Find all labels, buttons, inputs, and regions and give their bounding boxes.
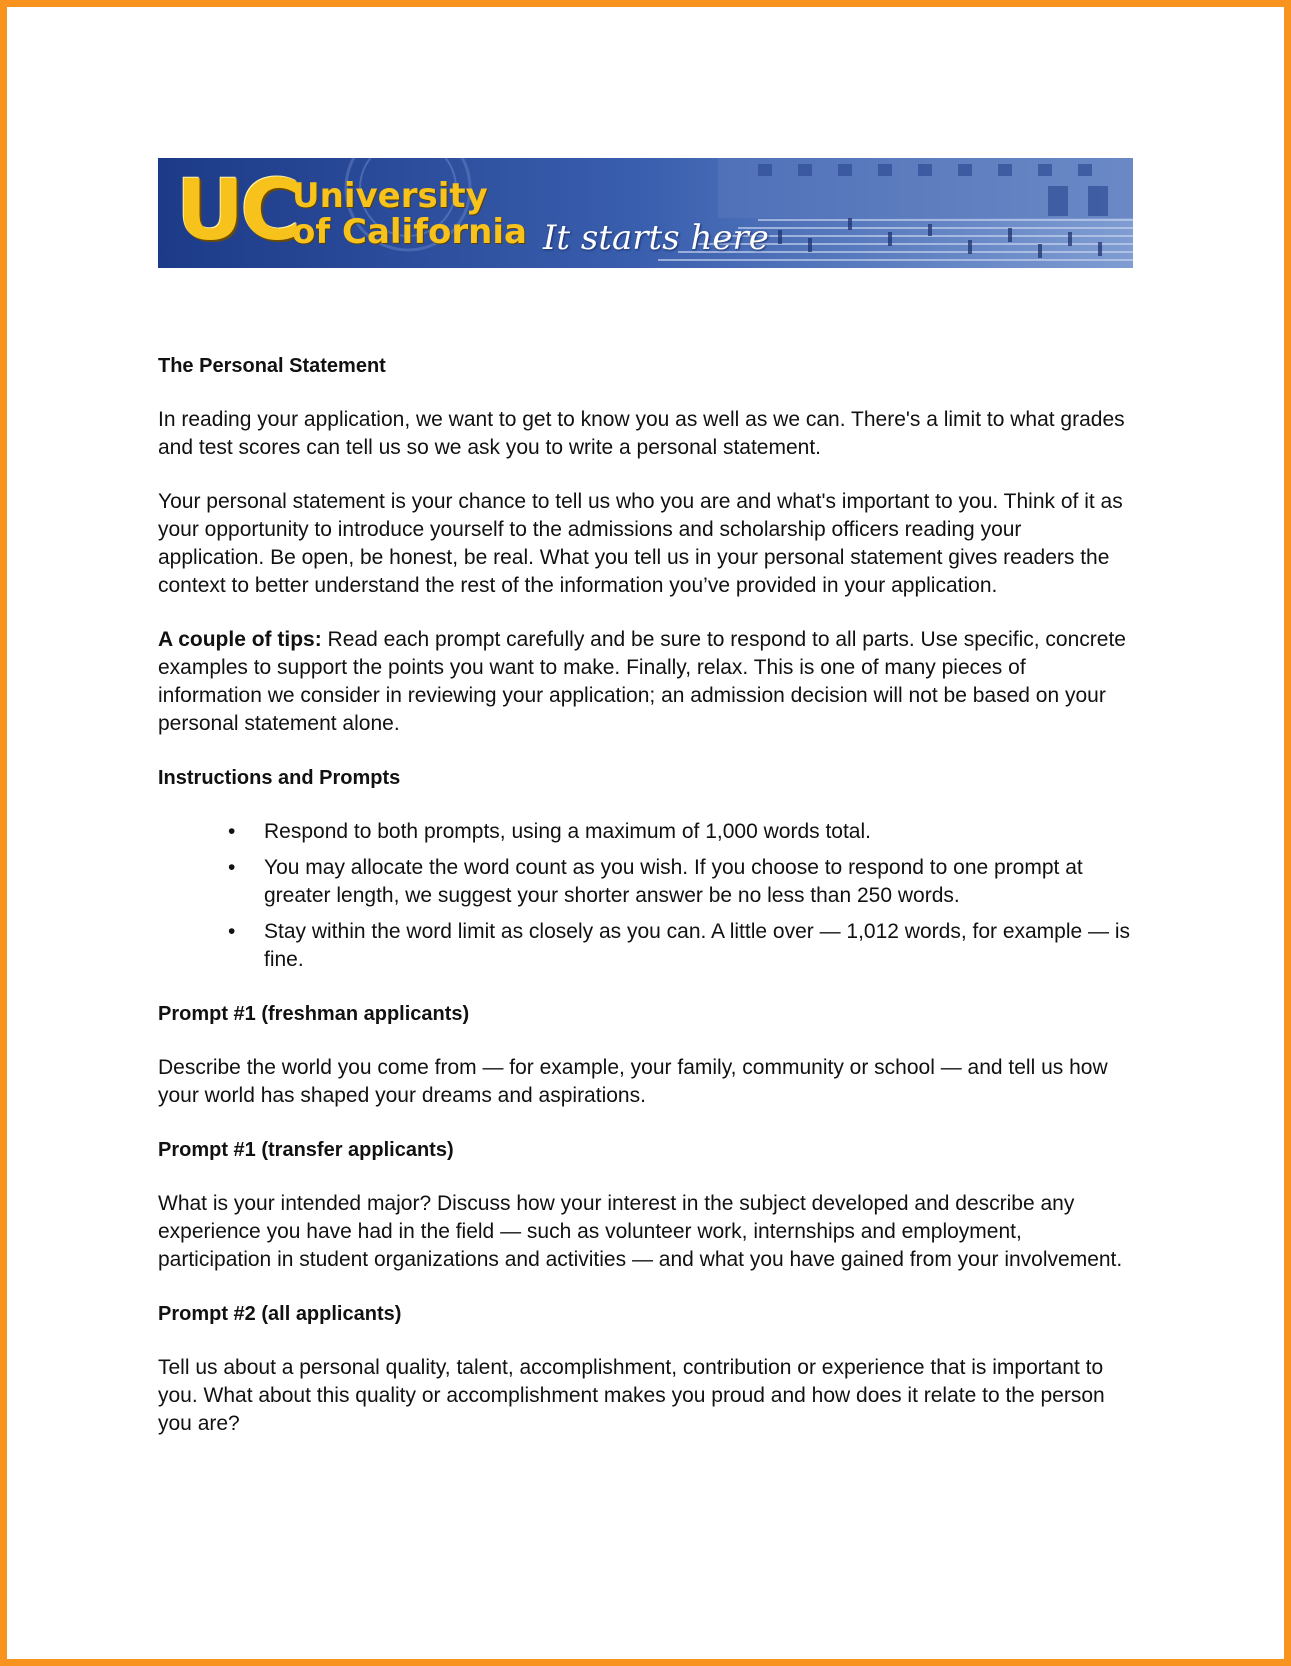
list-item-text: Respond to both prompts, using a maximum of 1,000 words total. bbox=[264, 820, 871, 843]
tips-text: Read each prompt carefully and be sure to respond to all parts. Use specific, concrete examples to support the points you want to make. Finally, relax. This is one of many pieces of information we consider in reviewing your application; an admission decision will not be based on your personal statement alone. bbox=[158, 628, 1126, 735]
uc-banner bbox=[158, 158, 1133, 268]
university-name bbox=[292, 178, 527, 250]
list-item-text: You may allocate the word count as you wish. If you choose to respond to one prompt at greater length, we suggest your shorter answer be no less than 250 words. bbox=[264, 856, 1083, 907]
document-title: The Personal Statement bbox=[158, 355, 386, 377]
bullet-icon: • bbox=[228, 856, 236, 879]
personal-statement-paragraph: Your personal statement is your chance to tell us who you are and what's important to you. Think of it as your opportunity to introduce yourself to the admissions and scholarship officers reading your application. Be open, be honest, be real. What you tell us in your personal statement gives readers the context to better understand the rest of the information you’ve provided in your application. bbox=[158, 490, 1123, 597]
prompt2-heading: Prompt #2 (all applicants) bbox=[158, 1303, 402, 1325]
list-item bbox=[158, 818, 1133, 846]
document-content bbox=[158, 158, 1133, 1438]
prompt1-freshman-heading: Prompt #1 (freshman applicants) bbox=[158, 1003, 470, 1025]
intro-paragraph: In reading your application, we want to get to know you as well as we can. There's a limit to what grades and test scores can tell us so we ask you to write a personal statement. bbox=[158, 408, 1125, 459]
prompt1-transfer-text: What is your intended major? Discuss how your interest in the subject developed and describe any experience you have had in the field — such as volunteer work, internships and employment, participation in student organizations and activities — and what you have gained from your involvement. bbox=[158, 1192, 1123, 1271]
prompt2-text: Tell us about a personal quality, talent, accomplishment, contribution or experience that is important to you. What about this quality or accomplishment makes you proud and how does it relate to the person you are? bbox=[158, 1356, 1105, 1435]
list-item-text: Stay within the word limit as closely as you can. A little over — 1,012 words, for example — is fine. bbox=[264, 920, 1131, 971]
prompt1-freshman-text: Describe the world you come from — for example, your family, community or school — and tell us how your world has shaped your dreams and aspirations. bbox=[158, 1056, 1108, 1107]
bullet-icon: • bbox=[228, 820, 236, 843]
uc-logo-letters: UC bbox=[176, 161, 298, 259]
tips-label: A couple of tips: bbox=[158, 628, 322, 651]
instructions-heading: Instructions and Prompts bbox=[158, 767, 401, 789]
university-name-line2: of California bbox=[292, 212, 527, 252]
instructions-list bbox=[158, 818, 1133, 974]
banner-tagline: It starts here bbox=[543, 218, 769, 258]
tips-paragraph bbox=[158, 626, 1133, 738]
bullet-icon: • bbox=[228, 920, 236, 943]
list-item bbox=[158, 918, 1133, 974]
list-item bbox=[158, 854, 1133, 910]
university-name-line1: University bbox=[292, 176, 488, 216]
prompt1-transfer-heading: Prompt #1 (transfer applicants) bbox=[158, 1139, 454, 1161]
